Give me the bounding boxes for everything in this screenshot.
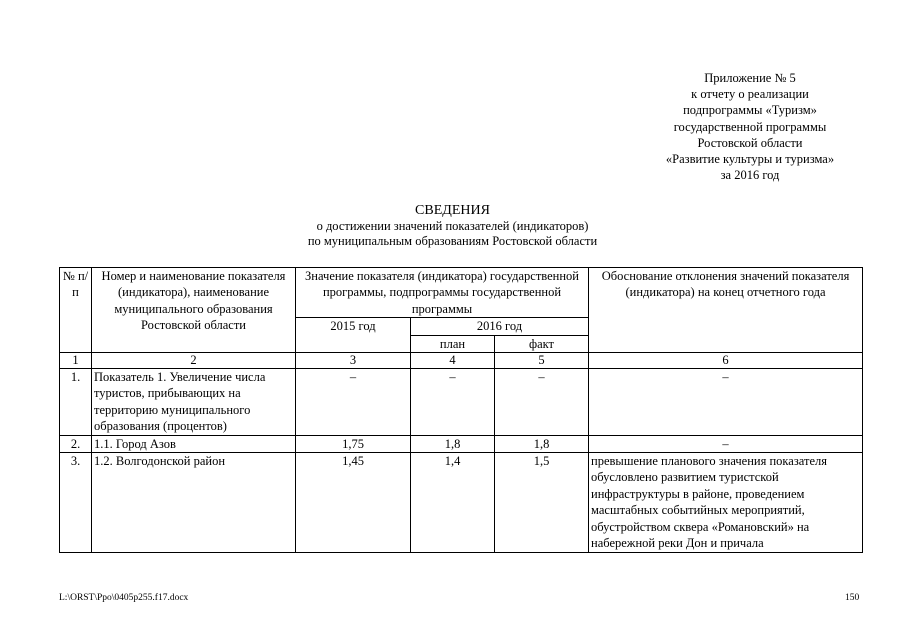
- column-number: 1: [60, 353, 92, 369]
- row-no: 3.: [60, 453, 92, 552]
- column-number: 2: [92, 353, 296, 369]
- row-no: 1.: [60, 369, 92, 436]
- appendix-line: к отчету о реализации: [691, 87, 809, 102]
- header-year-2016: 2016 год: [411, 318, 589, 335]
- row-reason: превышение планового значения показателя обусловлено развитием туристской инфраструктуры в районе, проведением масштабных событийных мероприятий, обустройством сквера «Романовский» на набережной реки Дон и причала: [589, 453, 863, 552]
- header-plan: план: [411, 335, 495, 352]
- row-fact: 1,5: [495, 453, 589, 552]
- row-value-2015: –: [296, 369, 411, 436]
- table-row: [60, 369, 863, 436]
- footer-page-number: 150: [845, 593, 860, 603]
- column-numbers-row: [60, 353, 863, 369]
- document-heading: [0, 203, 905, 249]
- column-number: 6: [589, 353, 863, 369]
- appendix-line: за 2016 год: [720, 168, 780, 183]
- header-year-2015: 2015 год: [296, 318, 411, 353]
- row-reason: –: [589, 435, 863, 452]
- table-row: [60, 435, 863, 452]
- column-number: 4: [411, 353, 495, 369]
- appendix-line: государственной программы: [673, 119, 827, 134]
- row-name: Показатель 1. Увеличение числа туристов, прибывающих на территорию муниципального образования (процентов): [92, 369, 296, 436]
- table-row: [60, 453, 863, 552]
- row-name: 1.1. Город Азов: [92, 435, 296, 452]
- row-value-2015: 1,75: [296, 435, 411, 452]
- appendix-line: Приложение № 5: [704, 71, 796, 85]
- row-plan: 1,4: [411, 453, 495, 552]
- appendix-line: подпрограммы «Туризм»: [683, 103, 817, 118]
- document-subtitle-line: по муниципальным образованиям Ростовской области: [307, 234, 598, 248]
- appendix-line: Ростовской области: [697, 135, 803, 150]
- row-plan: –: [411, 369, 495, 436]
- document-title: СВЕДЕНИЯ: [415, 203, 490, 218]
- header-reason: Обоснование отклонения значений показателя (индикатора) на конец отчетного года: [589, 268, 863, 353]
- header-name: Номер и наименование показателя (индикатора), наименование муниципального образования Ростовской области: [92, 268, 296, 353]
- row-fact: 1,8: [495, 435, 589, 452]
- appendix-line: «Развитие культуры и туризма»: [665, 152, 835, 167]
- header-no: № п/п: [60, 268, 92, 353]
- footer-file-path: L:\ORST\Ppo\0405p255.f17.docx: [59, 593, 189, 603]
- indicators-table: [59, 267, 863, 553]
- column-number: 3: [296, 353, 411, 369]
- row-plan: 1,8: [411, 435, 495, 452]
- row-reason: –: [589, 369, 863, 436]
- header-fact: факт: [495, 335, 589, 352]
- row-name: 1.2. Волгодонской район: [92, 453, 296, 552]
- row-no: 2.: [60, 435, 92, 452]
- column-number: 5: [495, 353, 589, 369]
- appendix-block: [636, 70, 864, 183]
- row-fact: –: [495, 369, 589, 436]
- row-value-2015: 1,45: [296, 453, 411, 552]
- document-subtitle-line: о достижении значений показателей (индикаторов): [316, 219, 589, 233]
- header-value: Значение показателя (индикатора) государственной программы, подпрограммы государственной программы: [296, 268, 589, 318]
